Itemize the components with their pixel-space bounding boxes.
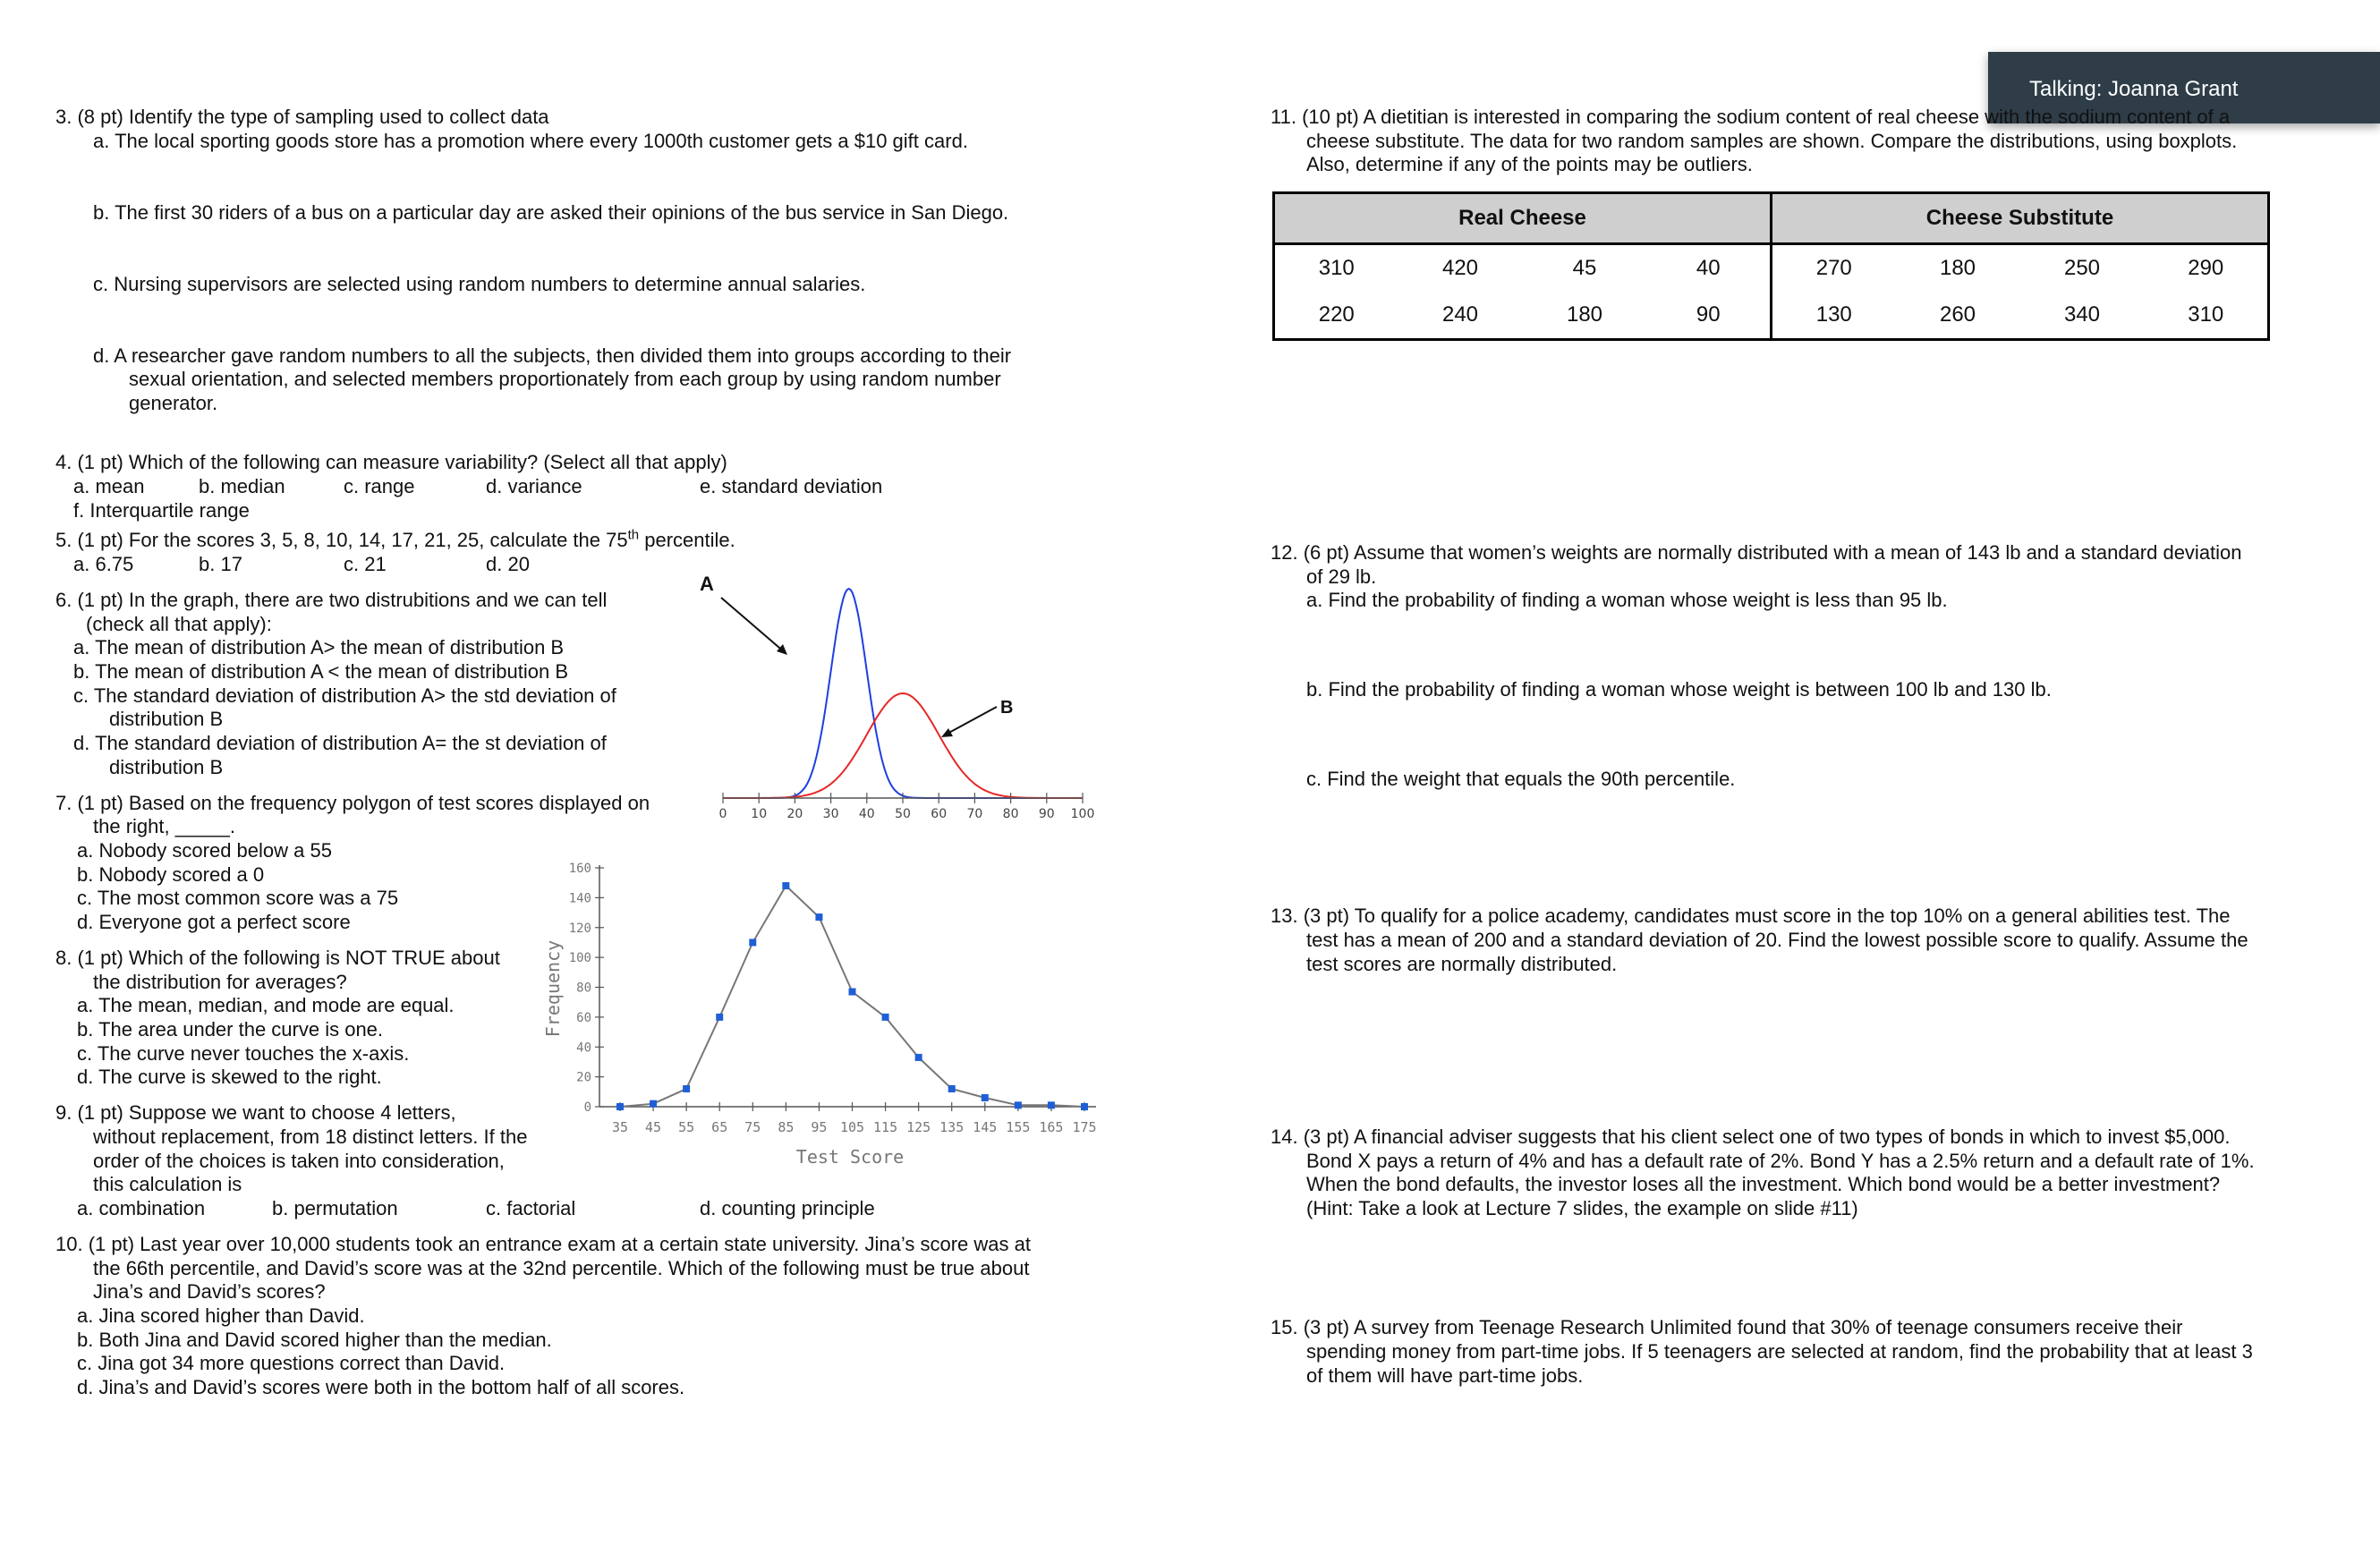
frequency-data-point [882, 1014, 889, 1021]
q10-stem-line2: the 66th percentile, and David’s score was at the 32nd percentile. Which of the following must be true about [93, 1257, 1030, 1279]
q12-option-b: b. Find the probability of finding a woman whose weight is between 100 lb and 130 lb. [1306, 678, 2052, 701]
freq-x-tick-label: 35 [611, 1119, 629, 1135]
dist-x-tick-label: 0 [718, 807, 727, 821]
q8-stem: 8. (1 pt) Which of the following is NOT TRUE about [55, 947, 500, 969]
q15-line1: 15. (3 pt) A survey from Teenage Research Unlimited found that 30% of teenage consumers receive their [1271, 1316, 2183, 1338]
q6-option-b: b. The mean of distribution A < the mean of distribution B [73, 660, 568, 683]
freq-y-tick-label: 60 [576, 1010, 591, 1025]
q12-option-a: a. Find the probability of finding a woman whose weight is less than 95 lb. [1306, 589, 1948, 611]
q3-option-b: b. The first 30 riders of a bus on a particular day are asked their opinions of the bus service in San Diego. [93, 201, 1009, 224]
q8-stem-line2: the distribution for averages? [93, 971, 347, 993]
dist-x-tick-label: 60 [931, 807, 948, 821]
frequency-data-point [616, 1103, 624, 1110]
frequency-data-point [1081, 1103, 1088, 1110]
freq-x-tick-label: 55 [678, 1119, 695, 1135]
freq-y-tick-label: 140 [568, 891, 591, 906]
q3-option-d-line2: sexual orientation, and selected members proportionately from each group by using random number [129, 368, 1001, 390]
freq-x-tick-label: 155 [1006, 1119, 1031, 1135]
table-cell: 180 [1566, 302, 1603, 327]
cheese-data-table [1272, 191, 2270, 341]
dist-x-tick-label: 30 [822, 807, 839, 821]
q5-option-c: c. 21 [344, 553, 387, 575]
label-b: B [1000, 698, 1014, 718]
table-cell: 420 [1441, 255, 1479, 280]
q14-line1: 14. (3 pt) A financial adviser suggests that his client select one of two types of bonds in which to invest $5,000. [1271, 1126, 2231, 1148]
q3-option-a: a. The local sporting goods store has a promotion where every 1000th customer gets a $10 gift card. [93, 130, 968, 152]
header-cheese-substitute: Cheese Substitute [1772, 193, 2269, 244]
table-cell: 180 [1939, 255, 1976, 280]
q5-option-a: a. 6.75 [73, 553, 134, 575]
distributions-chart [662, 573, 1109, 823]
q10-option-d: d. Jina’s and David’s scores were both in the bottom half of all scores. [77, 1376, 685, 1398]
arrow-a-line [721, 598, 786, 653]
table-cell: 40 [1696, 255, 1721, 280]
dist-x-tick-label: 10 [751, 807, 768, 821]
freq-x-label: Test Score [795, 1146, 905, 1168]
q9-option-a: a. combination [77, 1197, 206, 1219]
freq-x-tick-label: 115 [873, 1119, 898, 1135]
table-cell: 310 [2188, 302, 2224, 327]
table-cell: 310 [1318, 255, 1355, 280]
arrow-b-head [941, 728, 953, 737]
q8-option-c: c. The curve never touches the x-axis. [77, 1042, 410, 1065]
q6-option-d-line2: distribution B [109, 756, 224, 778]
freq-x-tick-label: 45 [645, 1119, 662, 1135]
talking-label: Talking: Joanna Grant [2029, 77, 2239, 101]
q10-stem-line3: Jina’s and David’s scores? [93, 1280, 326, 1303]
freq-x-tick-label: 85 [778, 1119, 795, 1135]
table-cell: 220 [1318, 302, 1355, 327]
dist-x-tick-label: 100 [1070, 807, 1095, 821]
q4-stem: 4. (1 pt) Which of the following can measure variability? (Select all that apply) [55, 451, 727, 473]
freq-x-tick-label: 95 [811, 1119, 828, 1135]
q7-option-a: a. Nobody scored below a 55 [77, 839, 332, 862]
freq-x-tick-label: 125 [906, 1119, 931, 1135]
arrow-b-line [944, 707, 997, 735]
q13-line3: test scores are normally distributed. [1306, 953, 1618, 975]
q5-stem: 5. (1 pt) For the scores 3, 5, 8, 10, 14, 17, 21, 25, calculate the 75th percentile. [55, 527, 735, 551]
frequency-polygon-chart [532, 854, 1105, 1172]
q9-stem-line4: this calculation is [93, 1173, 242, 1195]
q4-option-e: e. standard deviation [700, 475, 883, 497]
table-cell: 240 [1441, 302, 1479, 327]
frequency-line [620, 886, 1084, 1107]
table-cell: 250 [2063, 255, 2101, 280]
frequency-data-point [749, 939, 756, 946]
frequency-data-point [815, 913, 822, 921]
q6-option-c-line2: distribution B [109, 708, 224, 730]
q9-stem-line2: without replacement, from 18 distinct letters. If the [93, 1126, 528, 1148]
q12-option-c: c. Find the weight that equals the 90th percentile. [1306, 768, 1736, 790]
q3-option-d-line3: generator. [129, 392, 218, 414]
q4-option-d: d. variance [486, 475, 582, 497]
frequency-data-point [948, 1085, 956, 1092]
table-cell: 45 [1572, 255, 1597, 280]
q12-line1: 12. (6 pt) Assume that women’s weights are normally distributed with a mean of 143 lb and a standard deviation [1271, 541, 2242, 564]
table-cell: 340 [2063, 302, 2101, 327]
q3-option-c: c. Nursing supervisors are selected using random numbers to determine annual salaries. [93, 273, 866, 295]
q7-option-b: b. Nobody scored a 0 [77, 863, 265, 886]
q8-option-d: d. The curve is skewed to the right. [77, 1066, 382, 1088]
q5-option-d: d. 20 [486, 553, 530, 575]
frequency-data-point [1015, 1101, 1022, 1109]
q9-option-b: b. permutation [272, 1197, 398, 1219]
table-row [1274, 244, 2269, 293]
freq-y-label: Frequency [542, 939, 564, 1038]
q4-option-f: f. Interquartile range [73, 499, 250, 522]
freq-y-tick-label: 100 [568, 951, 591, 966]
table-cell: 130 [1772, 292, 1896, 340]
dist-x-tick-label: 40 [858, 807, 875, 821]
q4-option-c: c. range [344, 475, 415, 497]
q8-option-b: b. The area under the curve is one. [77, 1018, 384, 1041]
q10-option-c: c. Jina got 34 more questions correct than David. [77, 1352, 506, 1374]
q7-option-d: d. Everyone got a perfect score [77, 911, 351, 933]
q6-option-a: a. The mean of distribution A> the mean of distribution B [73, 636, 565, 658]
q14-line4: (Hint: Take a look at Lecture 7 slides, the example on slide #11) [1306, 1197, 1858, 1219]
q12-line2: of 29 lb. [1306, 565, 1377, 588]
q8-option-a: a. The mean, median, and mode are equal. [77, 994, 455, 1016]
frequency-data-point [683, 1085, 690, 1092]
freq-x-tick-label: 165 [1039, 1119, 1064, 1135]
q10-stem: 10. (1 pt) Last year over 10,000 students took an entrance exam at a certain state university. Jina’s score was at [55, 1233, 1031, 1255]
frequency-data-point [849, 989, 856, 996]
freq-x-tick-label: 65 [711, 1119, 728, 1135]
q7-stem-line2: the right, _____. [93, 815, 236, 837]
q3-stem: 3. (8 pt) Identify the type of sampling used to collect data [55, 106, 549, 128]
freq-x-tick-label: 145 [973, 1119, 998, 1135]
dist-x-tick-label: 20 [786, 807, 803, 821]
distribution-b-curve [723, 693, 1083, 798]
q9-stem: 9. (1 pt) Suppose we want to choose 4 letters, [55, 1101, 456, 1124]
table-cell: 270 [1772, 244, 1896, 293]
q9-option-d: d. counting principle [700, 1197, 875, 1219]
q7-option-c: c. The most common score was a 75 [77, 887, 399, 909]
dist-x-tick-label: 80 [1002, 807, 1019, 821]
freq-y-tick-label: 20 [576, 1070, 591, 1085]
freq-x-tick-label: 135 [939, 1119, 965, 1135]
q4-option-b: b. median [199, 475, 285, 497]
table-cell: 290 [2188, 255, 2224, 280]
q4-option-a: a. mean [73, 475, 145, 497]
freq-y-tick-label: 40 [576, 1041, 591, 1056]
q15-line3: of them will have part-time jobs. [1306, 1364, 1584, 1387]
freq-y-tick-label: 80 [576, 981, 591, 996]
q5-option-b: b. 17 [199, 553, 242, 575]
q10-option-a: a. Jina scored higher than David. [77, 1304, 365, 1327]
freq-x-tick-label: 175 [1072, 1119, 1097, 1135]
q11-line3: Also, determine if any of the points may be outliers. [1306, 153, 1753, 175]
table-cell: 90 [1696, 302, 1721, 327]
q6-stem: 6. (1 pt) In the graph, there are two distrubitions and we can tell [55, 589, 608, 611]
q9-option-c: c. factorial [486, 1197, 576, 1219]
frequency-data-point [915, 1054, 922, 1061]
label-a: A [700, 573, 714, 595]
q14-line3: When the bond defaults, the investor loses all the investment. Which bond would be a better investment? [1306, 1173, 2221, 1195]
q13-line1: 13. (3 pt) To qualify for a police academy, candidates must score in the top 10% on a general abilities test. The [1271, 905, 2231, 927]
q7-stem: 7. (1 pt) Based on the frequency polygon of test scores displayed on [55, 792, 650, 814]
frequency-data-point [716, 1014, 723, 1021]
q6-stem-line2: (check all that apply): [86, 613, 272, 635]
q15-line2: spending money from part-time jobs. If 5 teenagers are selected at random, find the probability that at least 3 [1306, 1340, 2253, 1363]
table-cell: 260 [1939, 302, 1976, 327]
freq-y-tick-label: 120 [568, 921, 591, 936]
freq-x-tick-label: 75 [744, 1119, 761, 1135]
header-real-cheese: Real Cheese [1274, 193, 1772, 244]
freq-y-tick-label: 0 [583, 1100, 591, 1115]
q14-line2: Bond X pays a return of 4% and has a default rate of 2%. Bond Y has a 2.5% return and a default rate of 1%. [1306, 1150, 2255, 1172]
q6-option-d: d. The standard deviation of distribution A= the st deviation of [73, 732, 607, 754]
q3-option-d: d. A researcher gave random numbers to all the subjects, then divided them into groups according to their [93, 344, 1012, 367]
dist-x-tick-label: 90 [1038, 807, 1055, 821]
q13-line2: test has a mean of 200 and a standard deviation of 20. Find the lowest possible score to qualify. Assume the [1306, 929, 2248, 951]
frequency-data-point [782, 882, 789, 889]
table-row [1274, 292, 2269, 340]
frequency-data-point [982, 1094, 989, 1101]
dist-x-tick-label: 50 [895, 807, 911, 821]
freq-y-tick-label: 160 [568, 862, 591, 876]
dist-x-tick-label: 70 [966, 807, 983, 821]
frequency-data-point [650, 1100, 657, 1108]
q11-line1: 11. (10 pt) A dietitian is interested in comparing the sodium content of real cheese with the sodium content of a [1271, 106, 2231, 128]
freq-x-tick-label: 105 [839, 1119, 865, 1135]
q10-option-b: b. Both Jina and David scored higher than the median. [77, 1329, 552, 1351]
q11-line2: cheese substitute. The data for two random samples are shown. Compare the distributions, using boxplots. [1306, 130, 2238, 152]
frequency-data-point [1048, 1101, 1055, 1109]
q6-option-c: c. The standard deviation of distribution A> the std deviation of [73, 684, 616, 707]
q9-stem-line3: order of the choices is taken into consideration, [93, 1150, 505, 1172]
